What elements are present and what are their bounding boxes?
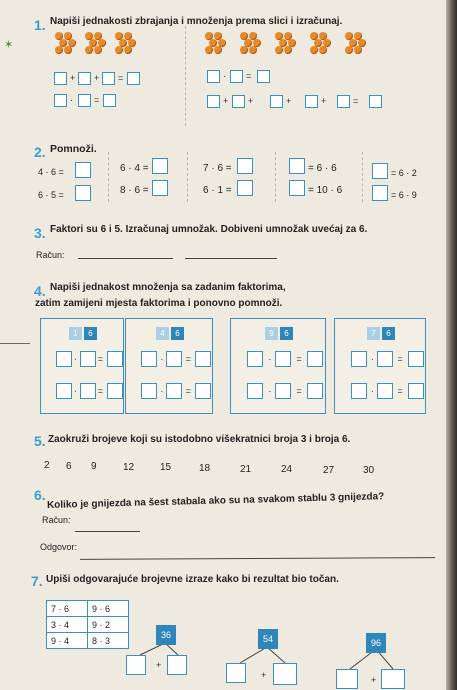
star-icon: ✶ (4, 39, 14, 51)
number-item[interactable]: 2 (44, 460, 50, 471)
plus-sign: + (261, 670, 267, 680)
task-7-number: 7. (31, 573, 43, 589)
dot-sign: · (160, 354, 164, 364)
factor-chip: 6 (84, 327, 97, 340)
task-2-title: Pomnoži. (50, 143, 97, 155)
book-spine (446, 0, 457, 690)
plus-sign: + (321, 96, 327, 106)
dot-sign: · (370, 386, 374, 396)
answer-box[interactable] (336, 669, 358, 689)
dot-sign: · (370, 354, 374, 364)
plus-sign: + (70, 73, 76, 83)
equals-sign: = (397, 386, 403, 396)
dot-sign: · (73, 386, 77, 396)
calculation-label: Račun: (42, 515, 71, 525)
task-2-number: 2. (34, 144, 46, 160)
plus-sign: + (94, 73, 100, 83)
table-cell: 7 · 6 (47, 601, 88, 617)
number-item[interactable]: 27 (323, 464, 335, 476)
expression: = 6 · 2 (391, 168, 417, 178)
plus-sign: + (371, 675, 377, 685)
equals-sign: = (185, 386, 191, 396)
table-cell: 9 · 2 (88, 617, 129, 633)
factor-chip: 4 (156, 327, 169, 340)
expression: 6 · 1 = (203, 185, 232, 196)
task-1-number: 1. (34, 17, 46, 33)
equals-sign: = (353, 96, 359, 106)
dot-sign: · (160, 386, 164, 396)
equals-sign: = (97, 386, 103, 396)
equals-sign: = (97, 354, 103, 364)
task-4-title: Napiši jednakost množenja sa zadanim faktorima, (50, 282, 286, 293)
task-3-number: 3. (34, 225, 46, 241)
number-item[interactable]: 24 (281, 464, 293, 476)
plus-sign: + (223, 96, 229, 106)
table-cell: 8 · 3 (88, 633, 129, 649)
task-5-title: Zaokruži brojeve koji su istodobno višekratnici broja 3 i broja 6. (48, 434, 351, 445)
factor-chip: 1 (69, 327, 82, 340)
number-item[interactable]: 9 (91, 461, 97, 473)
expression: = 10 · 6 (308, 185, 343, 196)
equals-sign: = (246, 71, 252, 81)
number-item[interactable]: 12 (123, 461, 135, 473)
dot-sign: · (223, 71, 226, 81)
plus-sign: + (156, 660, 162, 670)
task-5-number: 5. (34, 433, 46, 449)
number-item[interactable]: 15 (160, 462, 172, 474)
expression: 6 · 5 = (38, 190, 64, 200)
dot-sign: · (73, 354, 77, 364)
equals-sign: = (118, 73, 124, 83)
factor-chip: 9 (265, 327, 278, 340)
number-item[interactable]: 21 (240, 463, 252, 475)
answer-box[interactable] (381, 669, 405, 689)
table-cell: 9 · 4 (47, 633, 88, 649)
answer-box[interactable] (167, 655, 187, 675)
task-4-number: 4. (34, 283, 46, 299)
equals-sign: = (94, 95, 100, 105)
dot-sign: · (268, 386, 272, 396)
target-number: 96 (366, 633, 386, 653)
dot-sign: · (268, 354, 272, 364)
expression: 6 · 4 = (120, 163, 149, 174)
equals-sign: = (185, 354, 191, 364)
equals-sign: = (296, 386, 302, 396)
table-cell: 9 · 6 (88, 601, 129, 617)
table-cell: 3 · 4 (47, 617, 88, 633)
expression: 4 · 6 = (38, 167, 64, 177)
task-3-title: Faktori su 6 i 5. Izračunaj umnožak. Dobiveni umnožak uvećaj za 6. (50, 224, 368, 235)
equals-sign: = (397, 354, 403, 364)
answer-box[interactable] (226, 663, 246, 683)
task-7-title: Upiši odgovarajuće brojevne izraze kako bi rezultat bio točan. (46, 574, 339, 585)
expression: 8 · 6 = (120, 185, 149, 196)
task-4-title-line-2: zatim zamijeni mjesta faktorima i ponovno pomnoži. (35, 298, 283, 309)
number-item[interactable]: 30 (363, 465, 375, 477)
answer-label: Odgovor: (40, 542, 78, 552)
task-6-title: Koliko je gnijezda na šest stabala ako su na svakom stablu 3 gnijezda? (46, 491, 385, 511)
number-item[interactable]: 6 (66, 460, 72, 472)
calculation-label: Račun: (36, 250, 65, 260)
equals-sign: = (296, 354, 302, 364)
answer-box[interactable] (273, 663, 297, 685)
dot-sign: · (70, 95, 73, 105)
number-item[interactable]: 18 (199, 463, 211, 474)
expression: = 6 · 9 (391, 190, 417, 200)
expression: = 6 · 6 (308, 163, 337, 174)
target-number: 54 (258, 629, 278, 649)
factor-chip: 6 (171, 327, 184, 340)
factor-chip: 7 (367, 327, 380, 340)
plus-sign: + (248, 96, 254, 106)
plus-sign: + (286, 96, 292, 106)
factor-chip: 6 (382, 327, 395, 340)
task-1-title: Napiši jednakosti zbrajanja i množenja prema slici i izračunaj. (50, 16, 343, 27)
task-6-number: 6. (34, 487, 46, 503)
answer-box[interactable] (126, 655, 146, 675)
factor-chip: 6 (280, 327, 293, 340)
expression: 7 · 6 = (203, 163, 232, 174)
target-number: 36 (156, 625, 176, 645)
